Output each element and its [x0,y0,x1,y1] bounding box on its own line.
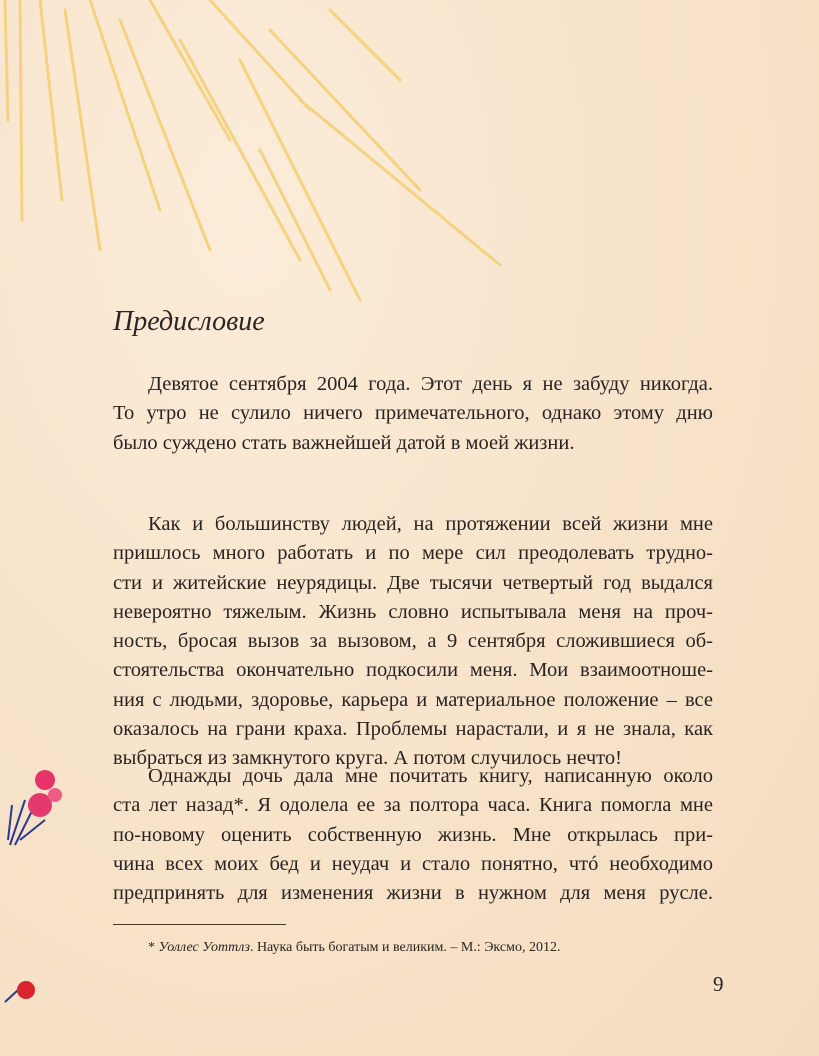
footnote-author: Уоллес Уоттлз [158,940,250,955]
paragraph-1 [113,370,713,458]
text-line: Как и большинству людей, на протяжении всей жизни мне [148,513,713,535]
text-line: стоятельства окончательно подкосили меня. Мои взаимоотноше- [113,659,713,682]
footnote-text: . Наука быть богатым и великим. – М.: Эксмо, 2012. [249,940,561,955]
paragraph-2 [113,510,713,774]
text-line: невероятно тяжелым. Жизнь словно испытывала меня на проч- [113,600,713,623]
text-line: выбраться из замкнутого круга. А потом случилось нечто! [113,747,622,770]
text-line: было суждено стать важнейшей датой в моей жизни. [113,431,575,454]
text-line: оказалось на грани краха. Проблемы нарастали, и я не знала, как [113,718,713,741]
footnote [148,940,560,956]
text-line: предпринять для изменения жизни в нужном для меня русле. [113,882,713,905]
text-line: по-новому оценить собственную жизнь. Мне открылась при- [113,823,713,846]
text-line: То утро не сулило ничего примечательного, однако этому дню [113,402,713,425]
chapter-title: Предисловие [113,306,265,337]
paragraph-3 [113,762,713,908]
text-line: пришлось много работать и по мере сил преодолевать трудно- [113,542,713,565]
footnote-mark: * [148,940,155,955]
sun-rays-decoration [0,0,819,400]
text-line: Девятое сентября 2004 года. Этот день я не забуду никогда. [148,373,713,395]
flower-illustration [0,760,70,850]
text-line: чина всех моих бед и неудач и стало понятно, чтó необходимо [113,852,713,875]
footnote-divider [113,924,286,925]
text-line: сти и житейские неурядицы. Две тысячи четвертый год выдался [113,571,713,594]
flower-bud-illustration [0,972,45,1007]
text-line: ста лет назад*. Я одолела ее за полтора часа. Книга помогла мне [113,794,713,817]
page-number: 9 [713,972,724,996]
text-line: Однажды дочь дала мне почитать книгу, написанную около [148,765,713,787]
text-line: ность, бросая вызов за вызовом, а 9 сентября сложившиеся об- [113,630,713,653]
text-line: ния с людьми, здоровье, карьера и материальное положение – все [113,688,713,711]
